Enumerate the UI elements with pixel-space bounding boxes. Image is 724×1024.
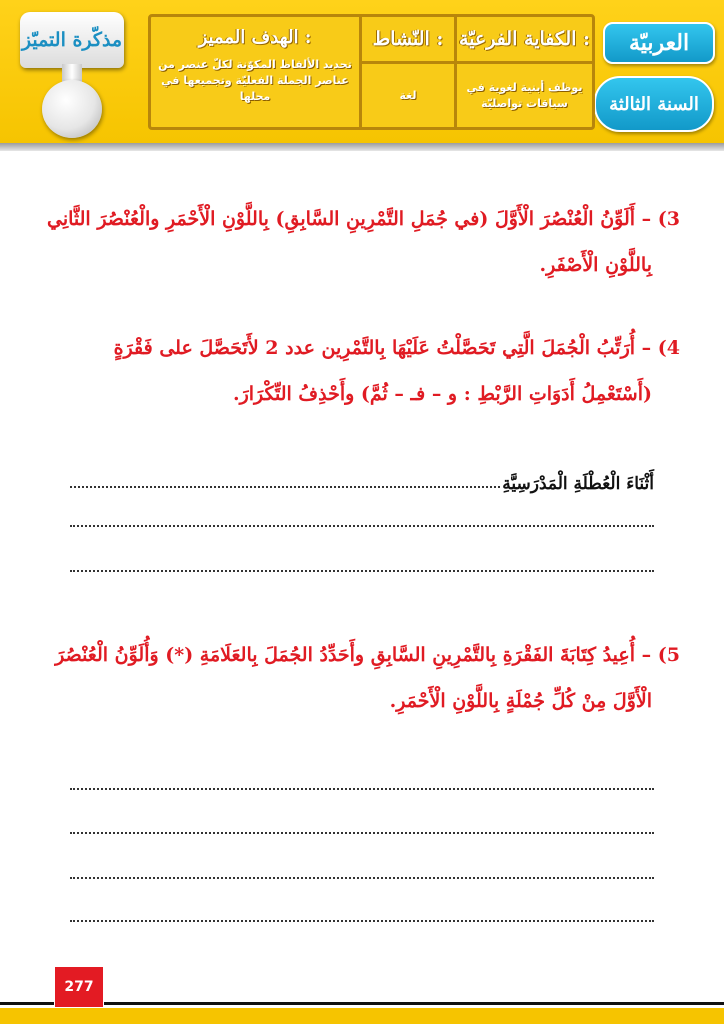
header-divider <box>0 143 724 151</box>
exercise-5 <box>40 632 680 724</box>
competency-text: يوظف أبنية لغوية في سياقات تواصليّة <box>466 80 583 110</box>
competency-title: الكفاية الفرعيّة : <box>457 17 592 64</box>
answer-line[interactable] <box>70 525 654 527</box>
answer-line[interactable] <box>70 877 654 879</box>
activity-cell <box>359 17 454 127</box>
brand-logo <box>8 4 136 142</box>
answer-prompt: أَثْنَاءَ الْعُطْلَةِ الْمَدْرَسِيَّةِ <box>502 474 654 494</box>
footer-rule <box>0 1002 724 1005</box>
exercise-5-line-2: الْأَوَّلَ مِنْ كُلِّ جُمْلَةٍ بِاللَّوْنِ الْأَحْمَرِ. <box>389 690 652 712</box>
exercise-4-line-1: 4) – أُرَتِّبُ الْجُمَلَ الَّتِي تَحَصَّلْتُ عَلَيْهَا بِالتَّمْرِين عدد 2 لأَتَحَصَّلَ على فَقْرَةٍ <box>113 337 680 359</box>
goal-text: تحديد الألفاظ المكوّنة لكلّ عنصر من عناصر الجملة الفعليّة وتجميعها في محلها <box>158 58 352 103</box>
footer-band <box>0 1008 724 1024</box>
exercise-4 <box>40 325 680 417</box>
competency-cell <box>454 17 592 127</box>
exercise-3-line-2: بِاللَّوْنِ الْأَصْفَرِ. <box>539 254 652 276</box>
lesson-info-table <box>148 14 595 130</box>
logo-text: مذكّرة التميّز <box>20 12 124 68</box>
exercise-3-line-1: 3) – أَلَوِّنُ الْعُنْصُرَ الْأَوَّلَ (في جُمَلِ التَّمْرِينِ السَّابِقِ) بِاللَّوْنِ الْأَحْمَرِ والْعُنْصُرَ الثَّانِي <box>46 208 680 230</box>
answer-dots <box>70 486 500 488</box>
goal-title: الهدف المميز : <box>198 26 312 48</box>
answer-line[interactable] <box>70 788 654 790</box>
activity-text: لغة <box>399 88 417 102</box>
subject-badge: العربيّة <box>603 22 715 64</box>
answer-line[interactable] <box>70 570 654 572</box>
activity-title: النّشاط : <box>362 17 454 64</box>
answer-prompt-line[interactable] <box>70 464 654 494</box>
page-number: 277 <box>54 966 104 1008</box>
answer-line[interactable] <box>70 920 654 922</box>
answer-line[interactable] <box>70 832 654 834</box>
exercise-4-line-2: (أَسْتَعْمِلُ أَدَوَاتِ الرَّبْطِ : و – فـ – ثُمَّ) وأَحْذِفُ التِّكْرَارَ. <box>232 383 652 405</box>
logo-ball-icon <box>42 80 102 138</box>
exercise-3 <box>40 196 680 288</box>
exercise-5-line-1: 5) – أُعِيدُ كِتَابَةَ الفَقْرَةِ بِالتَّمْرِينِ السَّابِقِ وأَحَدِّدُ الجُمَلَ بِالعَلَامَةِ (*) وَأُلَوِّنُ الْعُنْصُرَ <box>55 644 680 666</box>
goal-cell <box>151 17 359 127</box>
year-badge: السنة الثالثة <box>594 76 714 132</box>
